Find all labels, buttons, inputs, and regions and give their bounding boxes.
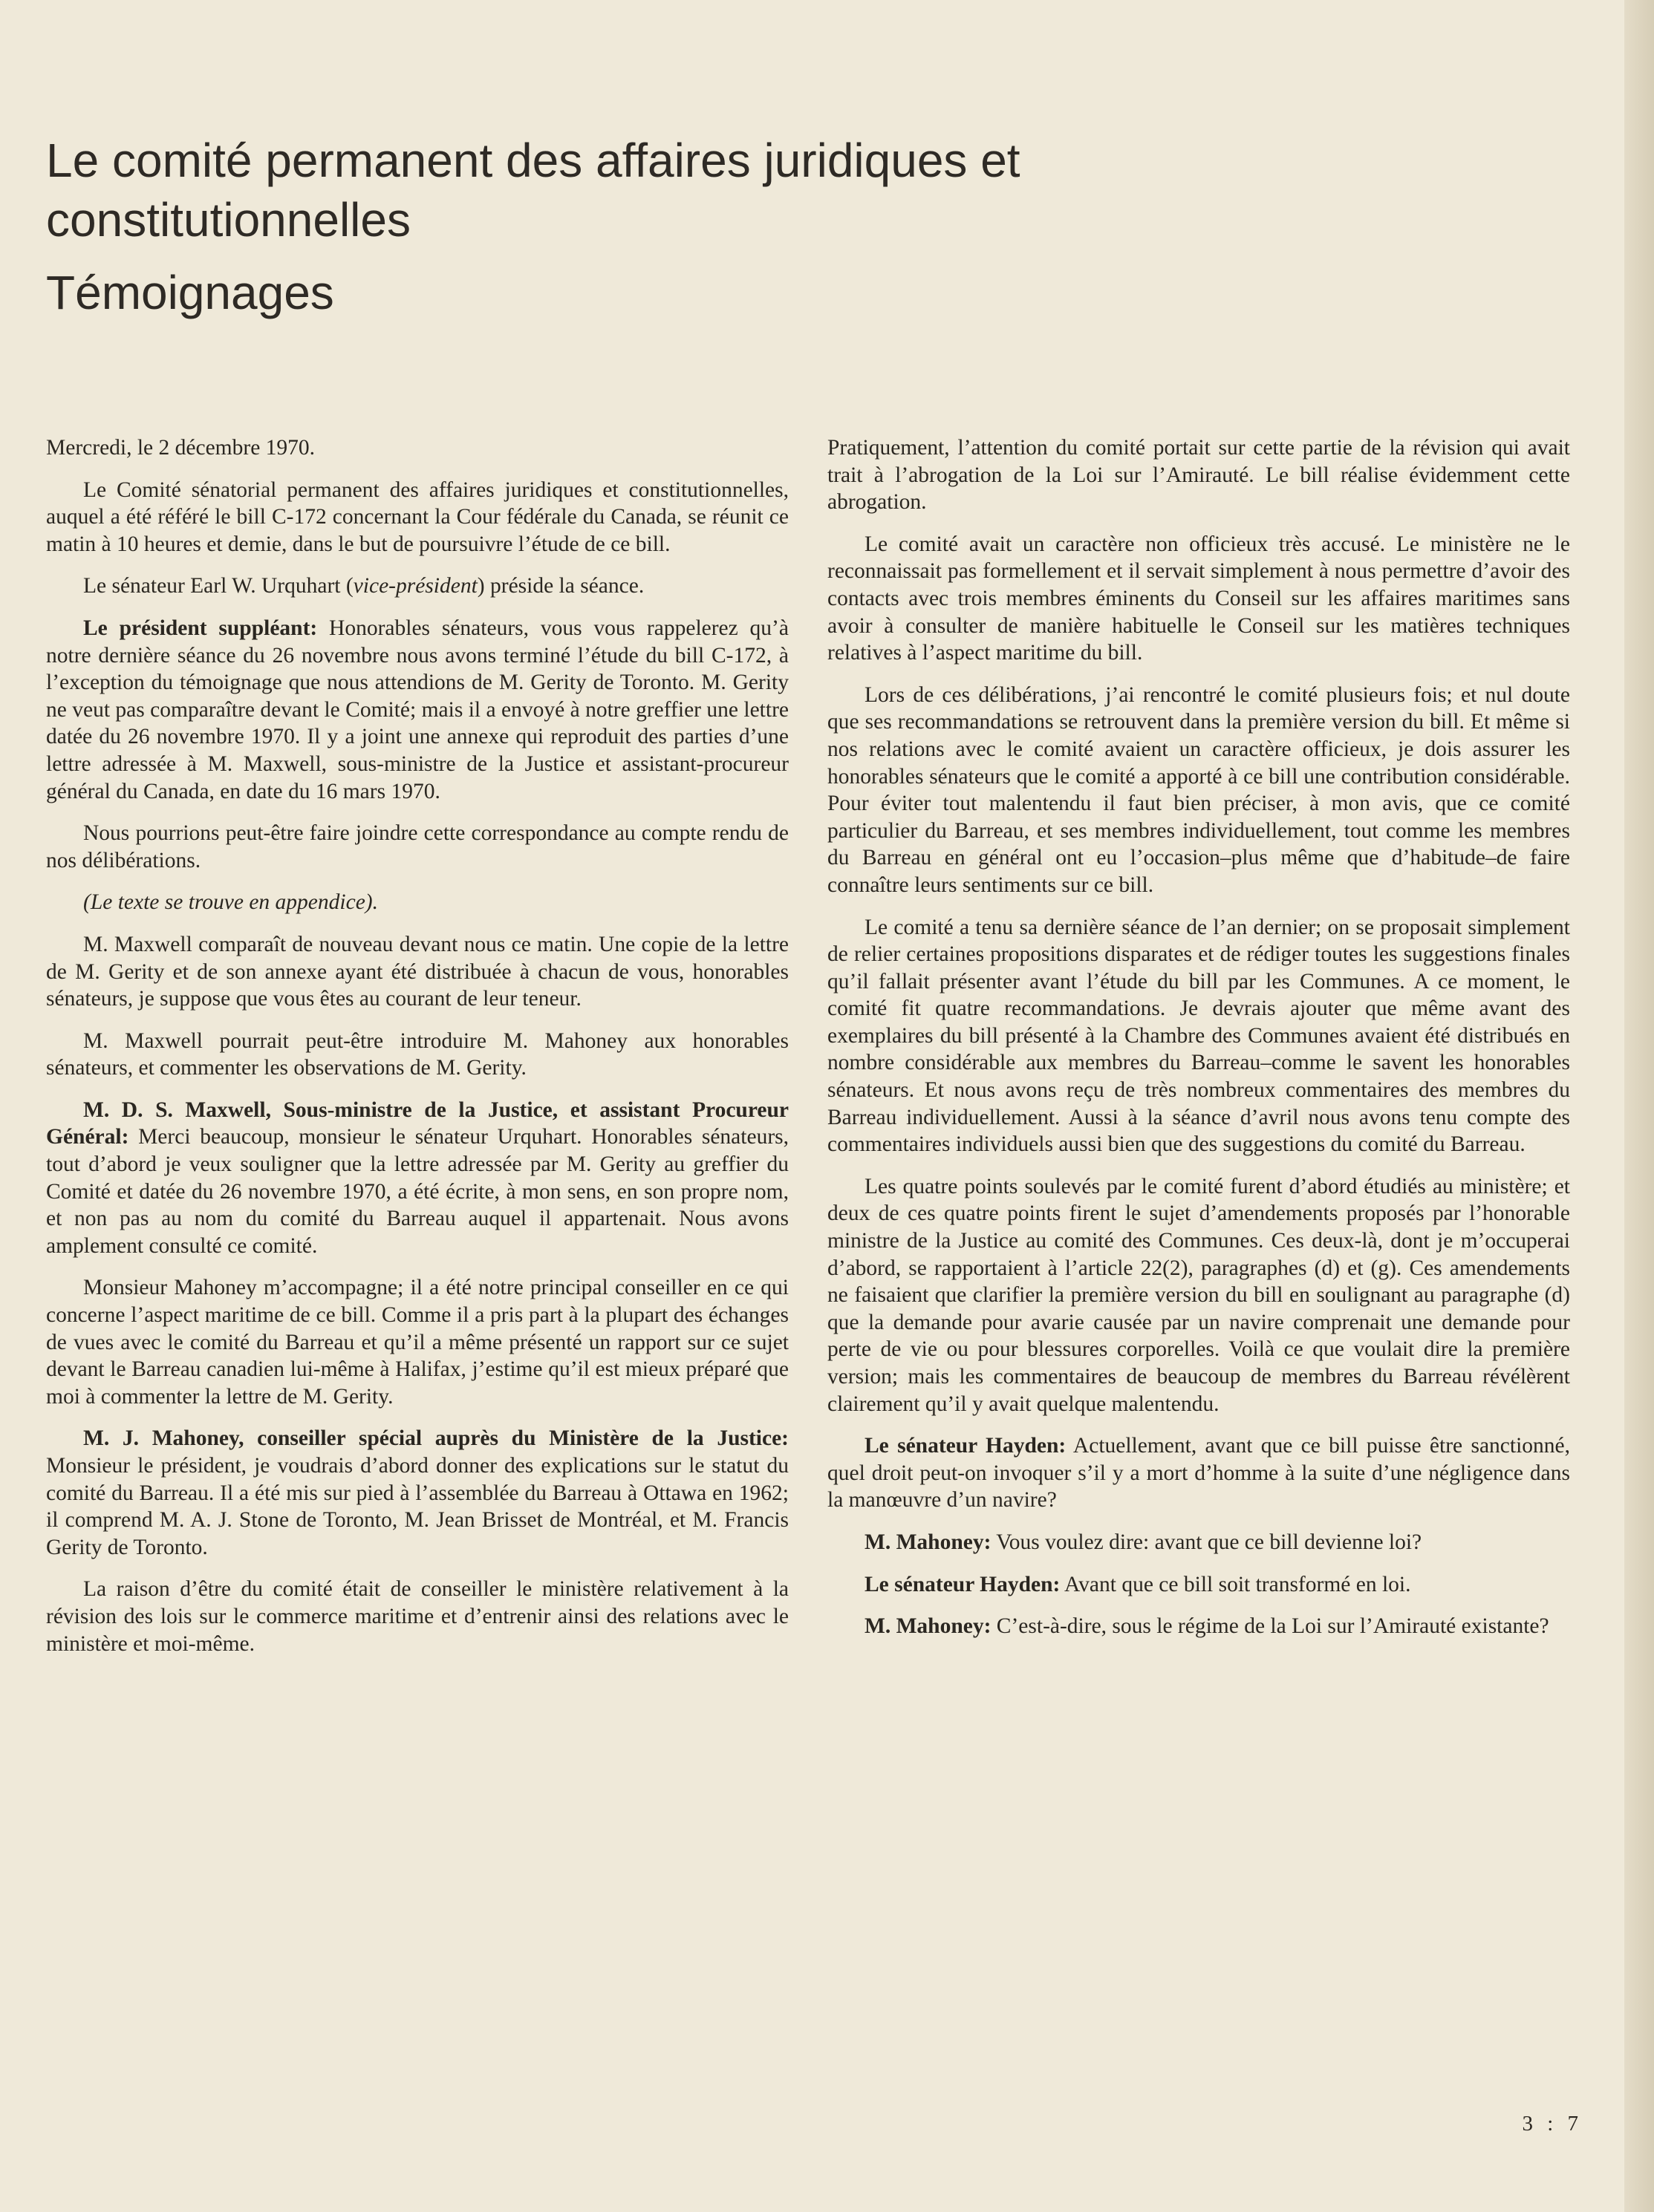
paragraph: Le comité a tenu sa dernière séance de l’an dernier; on se proposait simplement de relier certaines propositions disparates et de rédiger toutes les suggestions finales qu’il fallait présenter avant l’étude du bill par les Communes. A ce moment, le comité fit quatre recommandations. Je devrais ajouter que même avant des exemplaires du bill présenté à la Chambre des Communes avaient été distribués en nombre considérable aux membres du Barreau–comme le savent les honorables sénateurs. Et nous avons reçu de très nombreux commentaires des membres du Barreau individuellement. Aussi à la séance d’avril nous avons tenu compte des commentaires individuels aussi bien que des suggestions du comité du Barreau. xyxy=(827,915,1570,1157)
paragraph xyxy=(46,1425,789,1561)
text-run: Le sénateur Earl W. Urquhart ( xyxy=(83,574,354,598)
speech-text: Vous voulez dire: avant que ce bill devienne loi? xyxy=(991,1530,1422,1554)
paragraph: Pratiquement, l’attention du comité portait sur cette partie de la révision qui avait trait à l’abrogation de la Loi sur l’Amirauté. Le bill réalise évidemment cette abrogation. xyxy=(827,436,1570,515)
speaker-name: M. Mahoney: xyxy=(865,1614,992,1639)
paragraph: Lors de ces délibérations, j’ai rencontré le comité plusieurs fois; et nul doute que ses recommandations se retrouvent dans la première version du bill. Et même si nos relations avec le comité avaient un caractère officieux, je dois assurer les honorables sénateurs que le comité a apporté à ce bill une contribution considérable. Pour éviter tout malentendu il faut bien préciser, à mon avis, que ce comité particulier du Barreau, et ses membres individuellement, tout comme les membres du Barreau en général ont eu l’occasion–plus même que d’habitude–de faire connaître leurs sentiments sur ce bill. xyxy=(827,682,1570,897)
speaker-name: Le président suppléant: xyxy=(83,616,318,640)
paragraph: La raison d’être du comité était de conseiller le ministère relativement à la révision des lois sur le commerce maritime et d’entrenir ainsi des relations avec le ministère et moi-même. xyxy=(46,1577,789,1656)
paragraph: M. Maxwell comparaît de nouveau devant nous ce matin. Une copie de la lettre de M. Gerity et de son annexe ayant été distribuée à chacun de vous, honorables sénateurs, je suppose que vous êtes au courant de leur teneur. xyxy=(46,932,789,1011)
speaker-name: M. D. S. Maxwell, Sous-ministre de la Justice, et assistant Procureur Général: xyxy=(46,1097,789,1149)
paragraph xyxy=(827,1529,1570,1556)
speech-text: Monsieur le président, je voudrais d’abord donner des explications sur le statut du comité du Barreau. Il a été mis sur pied à l’assemblée du Barreau à Ottawa en 1962; il comprend M. A. J. Stone de Toronto, M. Jean Brisset de Montréal, et M. Francis Gerity de Toronto. xyxy=(46,1454,789,1559)
speech-text: C’est-à-dire, sous le régime de la Loi sur l’Amirauté existante? xyxy=(991,1614,1549,1639)
right-column xyxy=(827,434,1570,1655)
paragraph xyxy=(827,1571,1570,1599)
paragraph xyxy=(827,1613,1570,1640)
speech-text: Merci beaucoup, monsieur le sénateur Urquhart. Honorables sénateurs, tout d’abord je veux souligner que la lettre adressée par M. Gerity au greffier du Comité et datée du 26 novembre 1970, a été écrite, à mon sens, en son propre nom, et non pas au nom du comité du Barreau auquel il appartenait. Nous avons amplement consulté ce comité. xyxy=(46,1125,789,1258)
speaker-name: Le sénateur Hayden: xyxy=(865,1572,1061,1596)
session-date: Mercredi, le 2 décembre 1970. xyxy=(46,436,316,460)
paragraph xyxy=(46,615,789,805)
speaker-name: M. J. Mahoney, conseiller spécial auprès du Ministère de la Justice: xyxy=(83,1426,789,1451)
paragraph xyxy=(827,1432,1570,1514)
chair-role: vice-président xyxy=(353,574,478,598)
document-heading xyxy=(46,131,1309,322)
speaker-name: Le sénateur Hayden: xyxy=(865,1434,1067,1458)
appendix-note: (Le texte se trouve en appendice). xyxy=(83,890,378,915)
paragraph: Les quatre points soulevés par le comité furent d’abord étudiés au ministère; et deux de ces quatre points firent le sujet d’amendements proposés par l’honorable ministre de la Justice au comité des Communes. Ces deux-là, dont je m’occuperai d’abord, se rapportaient à l’article 22(2), paragraphes (d) et (g). Ces amendements ne faisaient que clarifier la première version du bill en soulignant au paragraphe (d) que la demande pour avarie causée par un navire comprenait une demande pour perte de vie ou pour blessures corporelles. Voilà ce que voulait dire la première version; mais les commentaires de beaucoup de membres du Barreau révélèrent clairement qu’il y avait quelque malentendu. xyxy=(827,1174,1570,1416)
paragraph: Monsieur Mahoney m’accompagne; il a été notre principal conseiller en ce qui concerne l’aspect maritime de ce bill. Comme il a pris part à la plupart des échanges de vues avec le comité du Barreau et qu’il a même présenté un rapport sur ce sujet devant le Barreau canadien lui-même à Halifax, j’estime qu’il est mieux préparé que moi à commenter la lettre de M. Gerity. xyxy=(46,1276,789,1409)
speech-text: Actuellement, avant que ce bill puisse être sanctionné, quel droit peut-on invoquer s’il y a mort d’homme à la suite d’une négligence dans la manœuvre d’un navire? xyxy=(827,1434,1570,1513)
speech-text: Honorables sénateurs, vous vous rappelerez qu’à notre dernière séance du 26 novembre nous avons terminé l’étude du bill C-172, à l’exception du témoignage que nous attendions de M. Gerity de Toronto. M. Gerity ne veut pas comparaître devant le Comité; mais il a envoyé à notre greffier une lettre datée du 26 novembre 1970. Il y a joint une annexe qui reproduit des parties d’une lettre adressée à M. Maxwell, sous-ministre de la Justice et assistant-procureur général du Canada, en date du 16 mars 1970. xyxy=(46,616,789,803)
left-column xyxy=(46,434,789,1672)
page-number: 3 : 7 xyxy=(1522,2112,1583,2136)
page-edge xyxy=(1624,0,1654,2212)
paragraph xyxy=(46,572,789,600)
paragraph: M. Maxwell pourrait peut-être introduire M. Mahoney aux honorables sénateurs, et commenter les observations de M. Gerity. xyxy=(46,1028,789,1080)
speech-text: Avant que ce bill soit transformé en loi. xyxy=(1060,1572,1411,1596)
text-run: ) préside la séance. xyxy=(477,574,645,598)
paragraph: Le comité avait un caractère non officieux très accusé. Le ministère ne le reconnaissait pas formellement et il servait simplement à nous permettre d’avoir des contacts avec trois membres éminents du Conseil sur les affaires maritimes sans avoir à consulter de manière habituelle le Conseil sur les matières techniques relatives à l’aspect maritime du bill. xyxy=(827,532,1570,665)
document-subtitle: Témoignages xyxy=(46,266,334,319)
paragraph: Le Comité sénatorial permanent des affaires juridiques et constitutionnelles, auquel a été référé le bill C-172 concernant la Cour fédérale du Canada, se réunit ce matin à 10 heures et demie, dans le but de poursuivre l’étude de ce bill. xyxy=(46,477,789,556)
speaker-name: M. Mahoney: xyxy=(865,1530,992,1554)
document-title: Le comité permanent des affaires juridiques et constitutionnelles xyxy=(46,134,1020,247)
paragraph: Nous pourrions peut-être faire joindre cette correspondance au compte rendu de nos délibérations. xyxy=(46,821,789,872)
paragraph xyxy=(46,1097,789,1260)
